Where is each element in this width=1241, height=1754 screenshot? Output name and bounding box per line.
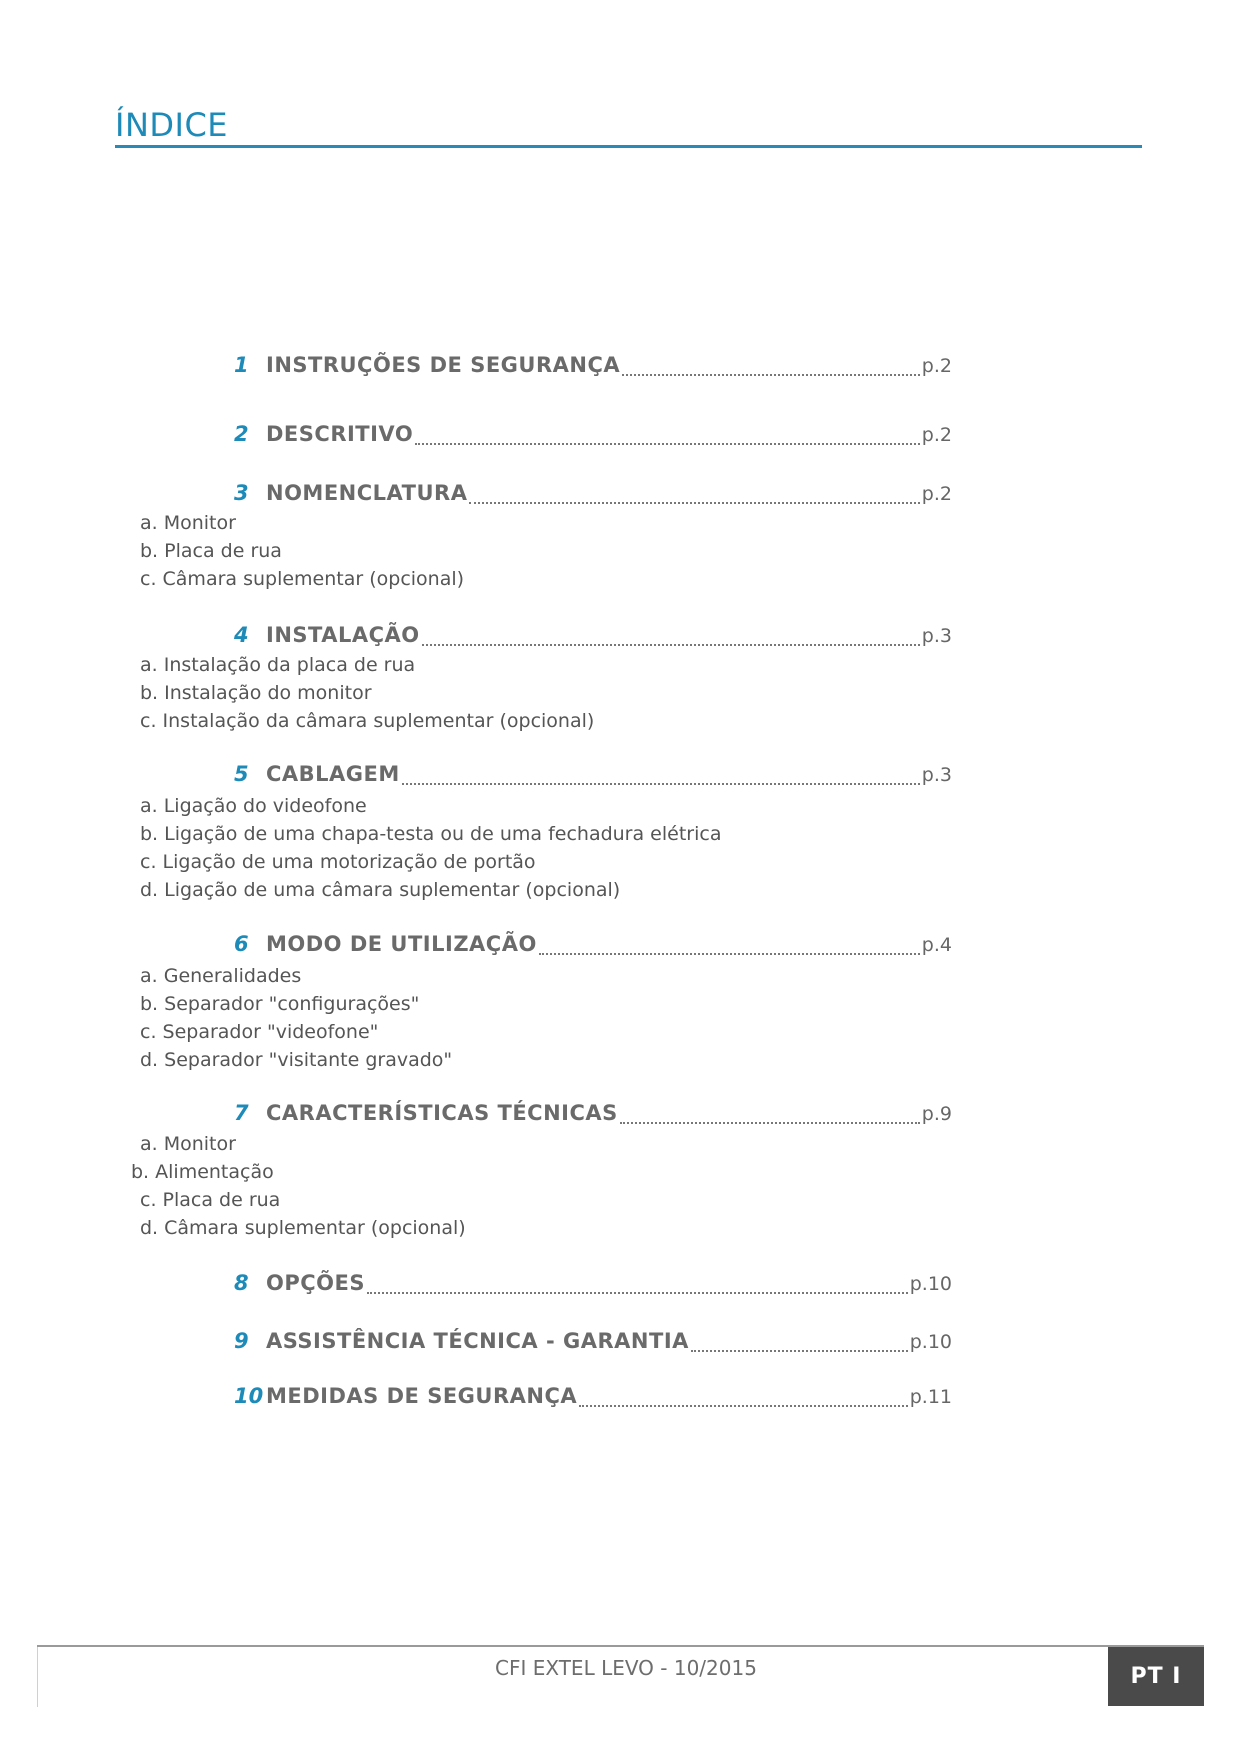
toc-entry-10[interactable] bbox=[234, 1384, 952, 1414]
toc-entry-number: 7 bbox=[234, 1101, 249, 1125]
toc-entry-number: 1 bbox=[234, 353, 249, 377]
dot-leader bbox=[367, 1291, 908, 1294]
toc-subitem: b. Instalação do monitor bbox=[140, 682, 372, 704]
toc-entry-2[interactable] bbox=[234, 422, 952, 452]
toc-subitem: b. Separador "configurações" bbox=[140, 993, 420, 1015]
toc-entry-label: INSTALAÇÃO bbox=[266, 623, 420, 647]
toc-subitem: c. Placa de rua bbox=[140, 1189, 281, 1211]
toc-entry-label: MEDIDAS DE SEGURANÇA bbox=[266, 1384, 578, 1408]
toc-entry-page: p.4 bbox=[921, 934, 952, 956]
toc-entry-label: CARACTERÍSTICAS TÉCNICAS bbox=[266, 1101, 618, 1125]
toc-subitem: b. Alimentação bbox=[131, 1161, 274, 1183]
dot-leader bbox=[691, 1349, 908, 1352]
toc-entry-page: p.9 bbox=[921, 1103, 952, 1125]
dot-leader bbox=[539, 952, 920, 955]
toc-entry-label: DESCRITIVO bbox=[266, 422, 414, 446]
toc-entry-number: 10 bbox=[234, 1384, 264, 1408]
toc-entry-page: p.3 bbox=[921, 764, 952, 786]
toc-entry-number: 4 bbox=[234, 623, 249, 647]
language-page-badge: PT I bbox=[1108, 1647, 1204, 1706]
toc-entry-page: p.11 bbox=[909, 1386, 952, 1408]
toc-entry-label: MODO DE UTILIZAÇÃO bbox=[266, 932, 537, 956]
toc-entry-number: 9 bbox=[234, 1329, 249, 1353]
toc-entry-label: INSTRUÇÕES DE SEGURANÇA bbox=[266, 353, 621, 377]
toc-subitem: a. Monitor bbox=[140, 1133, 236, 1155]
toc-entry-number: 8 bbox=[234, 1271, 249, 1295]
toc-subitem: d. Separador "visitante gravado" bbox=[140, 1049, 453, 1071]
toc-entry-6[interactable] bbox=[234, 932, 952, 962]
footer-divider bbox=[37, 1645, 1204, 1647]
toc-entry-page: p.2 bbox=[921, 424, 952, 446]
toc-entry-number: 5 bbox=[234, 762, 249, 786]
toc-entry-page: p.3 bbox=[921, 625, 952, 647]
toc-entry-number: 3 bbox=[234, 481, 249, 505]
title-divider bbox=[115, 145, 1142, 148]
toc-entry-5[interactable] bbox=[234, 762, 952, 792]
toc-subitem: d. Ligação de uma câmara suplementar (opcional) bbox=[140, 879, 621, 901]
footer-doc-reference: CFI EXTEL LEVO - 10/2015 bbox=[495, 1656, 757, 1680]
toc-subitem: b. Ligação de uma chapa-testa ou de uma fechadura elétrica bbox=[140, 823, 722, 845]
toc-entry-1[interactable] bbox=[234, 353, 952, 383]
toc-entry-number: 2 bbox=[234, 422, 249, 446]
toc-subitem: b. Placa de rua bbox=[140, 540, 282, 562]
dot-leader bbox=[622, 373, 920, 376]
toc-entry-page: p.2 bbox=[921, 355, 952, 377]
toc-entry-9[interactable] bbox=[234, 1329, 952, 1359]
toc-subitem: a. Monitor bbox=[140, 512, 236, 534]
toc-subitem: a. Generalidades bbox=[140, 965, 302, 987]
page-title: ÍNDICE bbox=[115, 106, 229, 144]
toc-entry-label: CABLAGEM bbox=[266, 762, 400, 786]
toc-entry-number: 6 bbox=[234, 932, 249, 956]
toc-entry-page: p.2 bbox=[921, 483, 952, 505]
dot-leader bbox=[579, 1404, 908, 1407]
toc-subitem: c. Ligação de uma motorização de portão bbox=[140, 851, 536, 873]
dot-leader bbox=[415, 442, 920, 445]
toc-subitem: c. Instalação da câmara suplementar (opcional) bbox=[140, 710, 595, 732]
toc-subitem: d. Câmara suplementar (opcional) bbox=[140, 1217, 466, 1239]
toc-entry-label: NOMENCLATURA bbox=[266, 481, 468, 505]
toc-entry-page: p.10 bbox=[909, 1331, 952, 1353]
toc-subitem: a. Ligação do videofone bbox=[140, 795, 367, 817]
toc-subitem: c. Separador "videofone" bbox=[140, 1021, 379, 1043]
toc-entry-8[interactable] bbox=[234, 1271, 952, 1301]
footer-side-rule bbox=[37, 1647, 38, 1707]
toc-entry-7[interactable] bbox=[234, 1101, 952, 1131]
toc-entry-4[interactable] bbox=[234, 623, 952, 653]
toc-entry-label: ASSISTÊNCIA TÉCNICA - GARANTIA bbox=[266, 1329, 689, 1353]
dot-leader bbox=[422, 643, 920, 646]
toc-entry-page: p.10 bbox=[909, 1273, 952, 1295]
dot-leader bbox=[469, 501, 919, 504]
toc-entry-3[interactable] bbox=[234, 481, 952, 511]
dot-leader bbox=[402, 782, 920, 785]
toc-subitem: a. Instalação da placa de rua bbox=[140, 654, 416, 676]
toc-entry-label: OPÇÕES bbox=[266, 1271, 365, 1295]
dot-leader bbox=[620, 1121, 920, 1124]
toc-subitem: c. Câmara suplementar (opcional) bbox=[140, 568, 465, 590]
